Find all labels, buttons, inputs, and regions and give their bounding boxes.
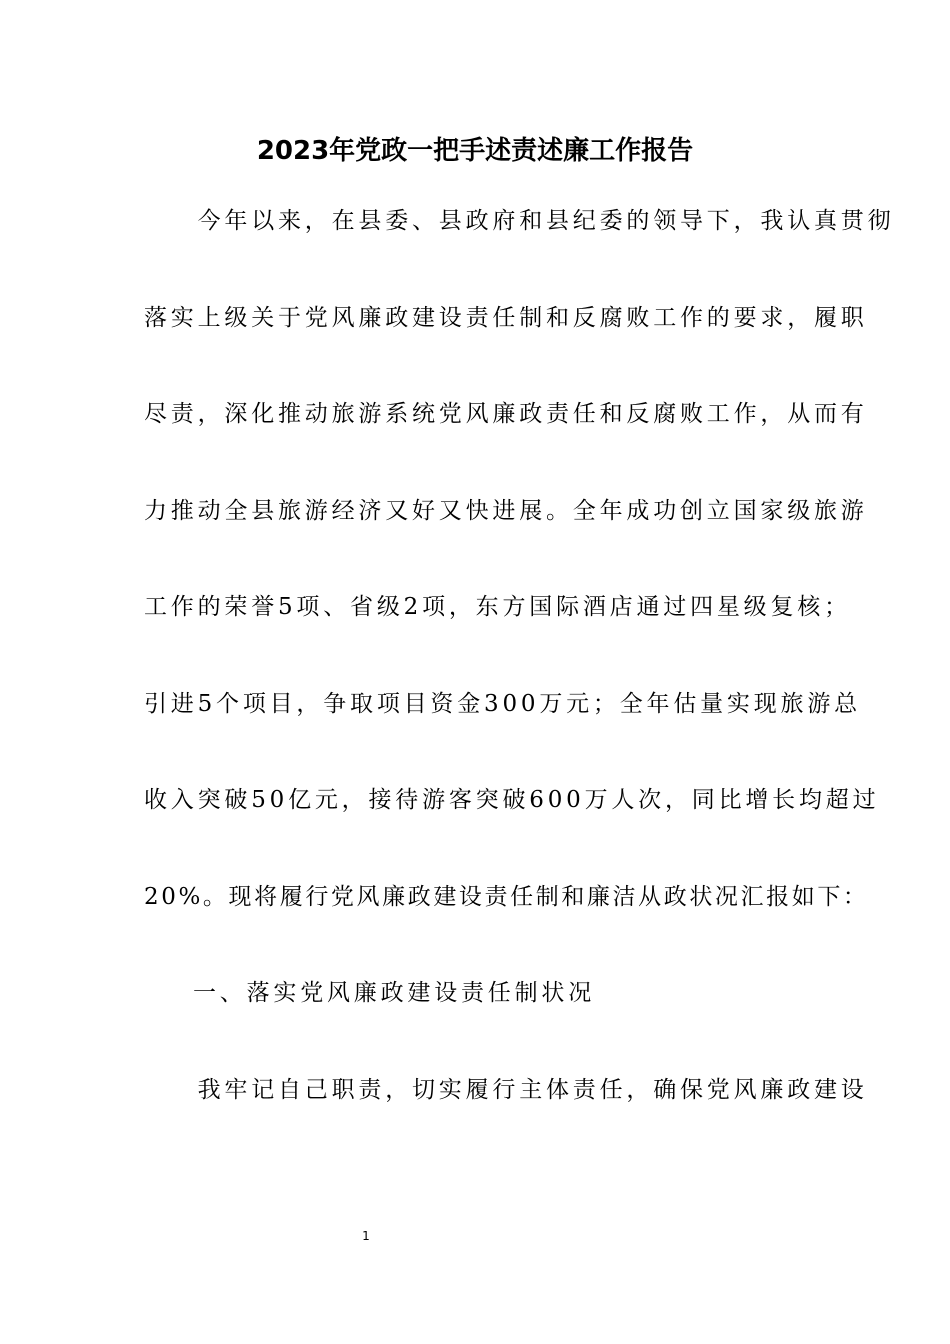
document-title: 2023年党政一把手述责述廉工作报告 — [256, 136, 694, 166]
paragraph-line: 力推动全县旅游经济又好又快进展。全年成功创立国家级旅游 — [144, 498, 868, 524]
paragraph-line: 今年以来，在县委、县政府和县纪委的领导下，我认真贯彻 — [144, 208, 895, 234]
page-number: 1 — [362, 1229, 370, 1243]
paragraph-line: 尽责，深化推动旅游系统党风廉政责任和反腐败工作，从而有 — [144, 401, 868, 427]
section-heading: 一、落实党风廉政建设责任制状况 — [193, 980, 595, 1006]
paragraph-line: 我牢记自己职责，切实履行主体责任，确保党风廉政建设 — [144, 1077, 868, 1103]
paragraph-line: 收入突破50亿元，接待游客突破600万人次，同比增长均超过 — [144, 787, 880, 813]
paragraph-line: 落实上级关于党风廉政建设责任制和反腐败工作的要求，履职 — [144, 305, 868, 331]
paragraph-line: 引进5个项目，争取项目资金300万元；全年估量实现旅游总 — [144, 691, 861, 717]
paragraph-line: 20%。现将履行党风廉政建设责任制和廉洁从政状况汇报如下： — [144, 884, 869, 910]
paragraph-line: 工作的荣誉5项、省级2项，东方国际酒店通过四星级复核； — [144, 594, 851, 620]
